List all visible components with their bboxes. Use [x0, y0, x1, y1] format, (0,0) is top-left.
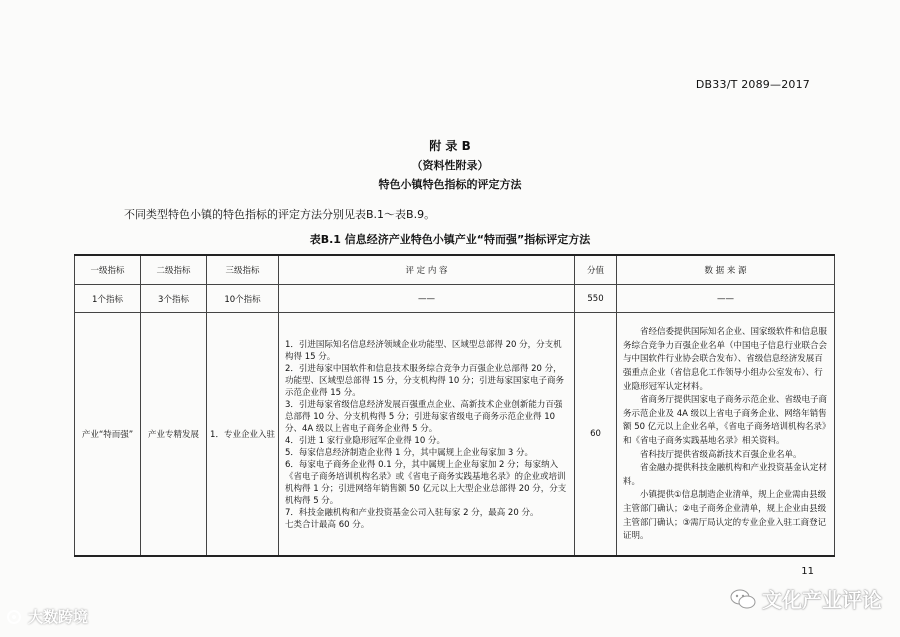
summary-content: ——: [279, 285, 575, 313]
summary-level1: 1个指标: [75, 285, 141, 313]
intro-text: 不同类型特色小镇的特色指标的评定方法分别见表B.1～表B.9。: [124, 208, 436, 221]
header-content: 评 定 内 容: [279, 255, 575, 285]
row-content: [279, 313, 575, 557]
content-item: 七类合计最高 60 分。: [285, 520, 370, 530]
source-item: 小镇提供①信息制造企业清单，规上企业需由县级主管部门确认；②电子商务企业清单，规上企业由县级主管部门确认；③需厅局认定的专业企业入驻工商登记证明。: [623, 490, 827, 542]
header-level2: 二级指标: [141, 255, 207, 285]
content-item: 5．每家信息经济制造企业得 1 分，其中属规上企业每家加 3 分。: [285, 448, 534, 458]
brand-logo-icon: [6, 609, 24, 625]
summary-level3: 10个指标: [207, 285, 279, 313]
table-row: [75, 313, 835, 557]
watermark-left: [6, 606, 88, 627]
row-score: 60: [575, 313, 617, 557]
watermark-right-text: 文化产业评论: [762, 588, 882, 612]
table-header-row: [75, 255, 835, 285]
header-level1: 一级指标: [75, 255, 141, 285]
summary-source: ——: [617, 285, 835, 313]
wechat-icon: [730, 588, 756, 610]
header-score: 分值: [575, 255, 617, 285]
header-level3: 三级指标: [207, 255, 279, 285]
content-item: 3．引进每家省级信息经济发展百强重点企业、高新技术企业创新能力百强总部得 10 分、分支机构得 5 分；引进每家省级电子商务示范企业得 10 分、4A 级以上省电子商务企业得 5 分。: [285, 400, 563, 434]
row-source: [617, 313, 835, 557]
content-item: 6．每家电子商务企业得 0.1 分，其中属规上企业每家加 2 分；每家纳入《省电子商务培训机构名录》或《省电子商务实践基地名录》的企业或培训机构得 1 分；引进网络年销售额 50 亿元以上大型企业总部得 20 分，分支机构得 5 分。: [285, 460, 567, 506]
header-source: 数 据 来 源: [617, 255, 835, 285]
watermark-right: [730, 584, 882, 613]
row-level3: 1．专业企业入驻: [207, 313, 279, 557]
content-item: 1．引进国际知名信息经济领域企业功能型、区域型总部得 20 分，分支机构得 15 分。: [285, 340, 562, 362]
standard-code: DB33/T 2089—2017: [695, 78, 810, 91]
content-item: 7．科技金融机构和产业投资基金公司入驻每家 2 分，最高 20 分。: [285, 508, 539, 518]
evaluation-table: [74, 254, 835, 557]
watermark-left-text: 大数跨境: [28, 608, 89, 626]
source-item: 省金融办提供科技金融机构和产业投资基金认定材料。: [623, 463, 828, 487]
content-item: 4．引进 1 家行业隐形冠军企业得 10 分。: [285, 436, 445, 446]
row-level2: 产业专精发展: [141, 313, 207, 557]
content-item: 2．引进每家中国软件和信息技术服务综合竞争力百强企业总部得 20 分，功能型、区域型总部得 15 分，分支机构得 10 分；引进每家国家电子商务示范企业得 15 分。: [285, 364, 564, 398]
source-item: 省商务厅提供国家电子商务示范企业、省级电子商务示范企业及 4A 级以上省电子商务企业、网络年销售额 50 亿元以上企业名单，《省电子商务培训机构名录》和《省电子商务实践基地名录》相关资料。: [623, 395, 828, 446]
table-summary-row: [75, 285, 835, 313]
summary-score: 550: [575, 285, 617, 313]
table-caption: 表B.1 信息经济产业特色小镇产业“特而强”指标评定方法: [309, 233, 591, 246]
page-number: 11: [801, 566, 814, 577]
appendix-nature: （资料性附录）: [411, 159, 489, 172]
row-level1: 产业“特而强”: [75, 313, 141, 557]
source-item: 省科技厅提供省级高新技术百强企业名单。: [640, 449, 802, 460]
summary-level2: 3个指标: [141, 285, 207, 313]
appendix-subtitle: 特色小镇特色指标的评定方法: [378, 178, 522, 191]
source-item: 省经信委提供国际知名企业、国家级软件和信息服务综合竞争力百强企业名单（中国电子信息行业联合会与中国软件行业协会联合发布）、省级信息经济发展百强重点企业（省信息化工作领导小组办公室发布）、行业隐形冠军认定材料。: [623, 327, 828, 392]
appendix-title: 附 录 B: [429, 139, 471, 153]
